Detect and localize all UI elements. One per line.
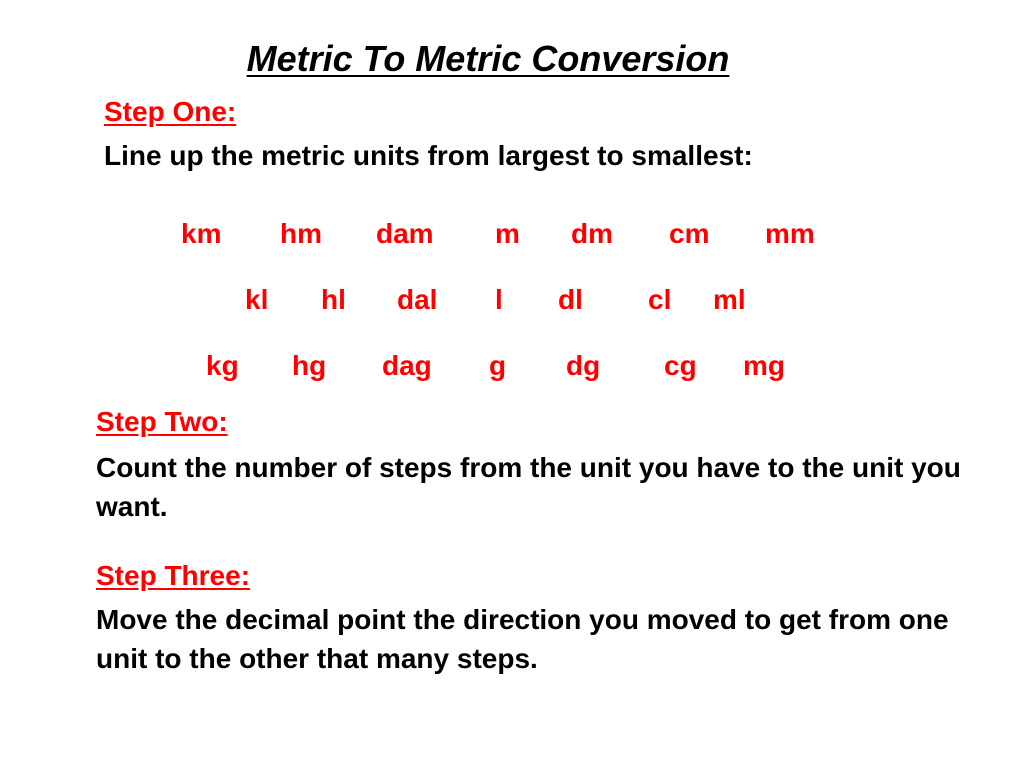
unit-mm: mm (765, 218, 815, 249)
unit-kg: kg (206, 350, 239, 381)
volume-units-row (0, 284, 1024, 320)
unit-dl: dl (558, 284, 583, 315)
unit-dal: dal (397, 284, 438, 315)
unit-dg: dg (566, 350, 601, 381)
unit-mg: mg (743, 350, 785, 381)
unit-hm: hm (280, 218, 322, 249)
unit-l: l (495, 284, 503, 315)
unit-dag: dag (382, 350, 432, 381)
length-units-row (0, 218, 1024, 254)
unit-m: m (495, 218, 520, 249)
unit-ml: ml (713, 284, 746, 315)
step-one-heading: Step One: (104, 96, 237, 127)
unit-km: km (181, 218, 222, 249)
unit-g: g (489, 350, 507, 381)
unit-dm: dm (571, 218, 613, 249)
mass-units-row (0, 350, 1024, 386)
unit-kl: kl (245, 284, 269, 315)
step-one-text: Line up the metric units from largest to smallest: (104, 140, 753, 171)
step-three-heading: Step Three: (96, 560, 251, 591)
unit-cm: cm (669, 218, 710, 249)
unit-hl: hl (321, 284, 346, 315)
step-two-text: Count the number of steps from the unit you have to the unit you want. (96, 452, 961, 522)
unit-hg: hg (292, 350, 327, 381)
unit-cg: cg (664, 350, 697, 381)
page-title: Metric To Metric Conversion (246, 38, 730, 79)
unit-cl: cl (648, 284, 672, 315)
step-three-text: Move the decimal point the direction you moved to get from one unit to the other that many steps. (96, 604, 949, 674)
step-two-heading: Step Two: (96, 406, 228, 437)
unit-dam: dam (376, 218, 434, 249)
